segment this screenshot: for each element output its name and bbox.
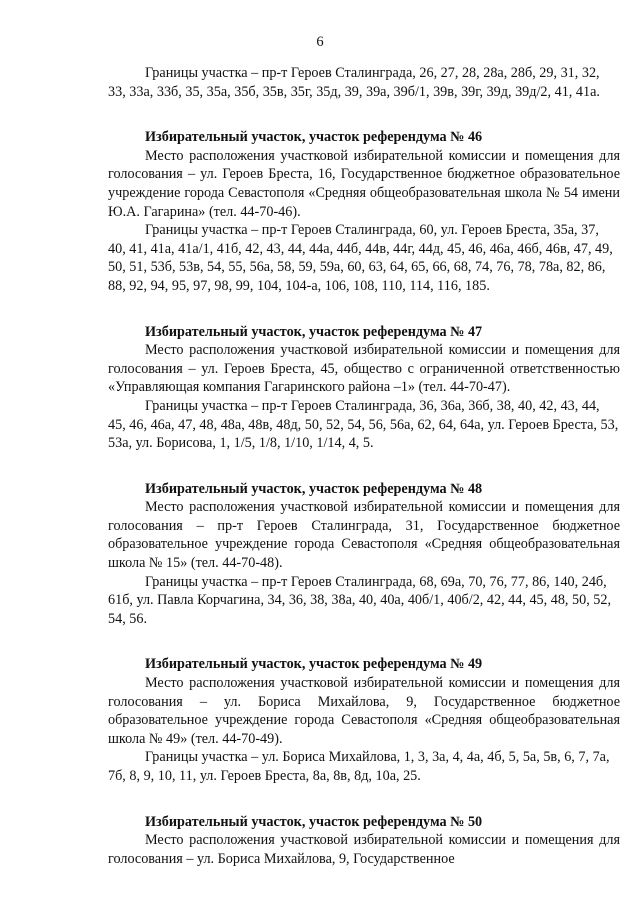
document-body [108,64,620,868]
precinct-46-heading: Избирательный участок, участок референдума № 46 [145,129,483,146]
precinct-49-heading: Избирательный участок, участок референдума № 49 [145,656,483,673]
precinct-49-section [108,655,620,785]
precinct-48-heading: Избирательный участок, участок референдума № 48 [145,480,483,497]
precinct-50-location: Место расположения участковой избирательной комиссии и помещения для голосования – ул. Бориса Михайлова, 9, Государственное [108,832,620,867]
precinct-46-location: Место расположения участковой избирательной комиссии и помещения для голосования – ул. Героев Бреста, 16, Государственное бюджетное образовательное учреждение города Севастополя «Средняя общеобразовательная школа № 54 имени Ю.А. Гагарина» (тел. 44-70-46). [108,147,620,220]
precinct-49-location: Место расположения участковой избирательной комиссии и помещения для голосования – ул. Бориса Михайлова, 9, Государственное бюджетное образовательное учреждение города Севастополя «Средняя общеобразовательная школа № 49» (тел. 44-70-49). [108,675,620,747]
precinct-47-section [108,323,620,453]
precinct-50-section [108,813,620,869]
page-number: 6 [316,34,324,50]
precinct-46-boundaries: Границы участка – пр-т Героев Сталинграда, 60, ул. Героев Бреста, 35а, 37, 40, 41, 41а, 41а/1, 41б, 42, 43, 44, 44а, 44б, 44в, 44г, 44д, 45, 46, 46а, 46б, 46в, 47, 49, 50, 51, 53б, 53в, 54, 55, 56а, 58, 59, 59а, 60, 63, 64, 65, 66, 68, 74, 76, 78, 78а, 82, 86, 88, 92, 94, 95, 97, 98, 99, 104, 104-а, 106, 108, 110, 114, 116, 185. [108,222,613,294]
precinct-49-boundaries: Границы участка – ул. Бориса Михайлова, 1, 3, 3а, 4, 4а, 4б, 5, 5а, 5в, 6, 7, 7а, 7б, 8, 9, 10, 11, ул. Героев Бреста, 8а, 8в, 8д, 10а, 25. [108,749,610,784]
precinct-48-boundaries: Границы участка – пр-т Героев Сталинграда, 68, 69а, 70, 76, 77, 86, 140, 24б, 61б, ул. Павла Корчагина, 34, 36, 38, 38а, 40, 40а, 40б/1, 40б/2, 42, 44, 45, 48, 50, 52, 54, 56. [108,573,612,627]
precinct-48-location: Место расположения участковой избирательной комиссии и помещения для голосования – пр-т Героев Сталинграда, 31, Государственное бюджетное образовательное учреждение города Севастополя «Средняя общеобразовательная школа № 15» (тел. 44-70-48). [108,499,620,572]
precinct-47-heading: Избирательный участок, участок референдума № 47 [145,323,483,340]
precinct-48-section [108,480,620,629]
precinct-50-heading: Избирательный участок, участок референдума № 50 [145,813,483,830]
precinct-46-section [108,128,620,295]
intro-boundaries-paragraph: Границы участка – пр-т Героев Сталинграда, 26, 27, 28, 28а, 28б, 29, 31, 32, 33, 33а, 33б, 35, 35а, 35б, 35в, 35г, 35д, 39, 39а, 39б/1, 39в, 39г, 39д, 39д/2, 41, 41а. [108,65,600,100]
precinct-47-boundaries: Границы участка – пр-т Героев Сталинграда, 36, 36а, 36б, 38, 40, 42, 43, 44, 45, 46, 46а, 47, 48, 48а, 48в, 48д, 50, 52, 54, 56, 56а, 62, 64, 64а, ул. Героев Бреста, 53, 53а, ул. Борисова, 1, 1/5, 1/8, 1/10, 1/14, 4, 5. [108,397,619,452]
precinct-47-location: Место расположения участковой избирательной комиссии и помещения для голосования – ул. Героев Бреста, 45, общество с ограниченной ответственностью «Управляющая компания Гагаринского района –1» (тел. 44-70-47). [108,342,620,396]
